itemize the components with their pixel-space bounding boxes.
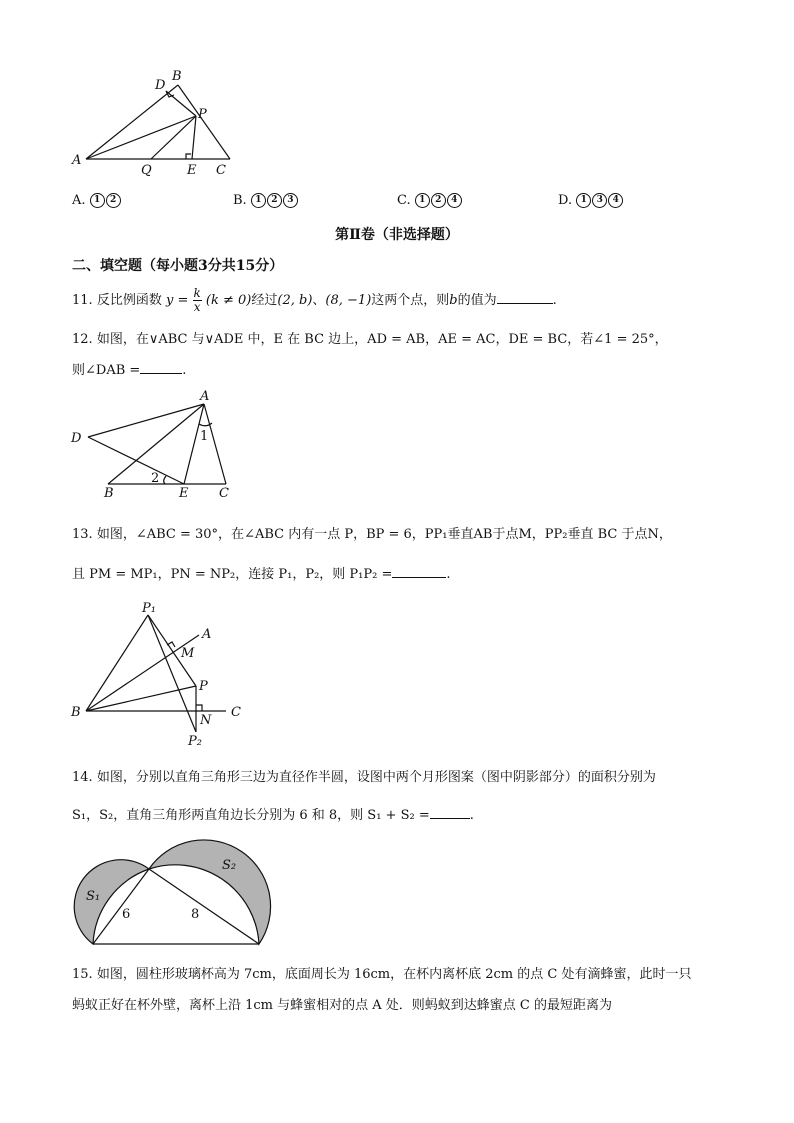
q11-condition: (k ≠ 0) — [205, 293, 252, 308]
q12-text-line2: 则∠DAB = — [72, 363, 141, 378]
q11-point2: (8, −1) — [325, 293, 372, 308]
label-a: A — [200, 389, 210, 404]
label-1: 1 — [200, 429, 209, 444]
label-6: 6 — [122, 907, 131, 922]
option-c-letter: C. — [397, 193, 411, 208]
section-heading: 二、填空题（每小题3分共15分） — [72, 258, 284, 274]
q11-end: . — [552, 293, 557, 308]
q13-end: . — [446, 567, 451, 582]
label-p1: P₁ — [142, 601, 156, 616]
option-d-letter: D. — [558, 193, 573, 208]
mark-1: 1 — [90, 193, 105, 208]
label-d: D — [155, 78, 166, 93]
q12-end: . — [182, 363, 187, 378]
q11-number: 11. — [72, 293, 93, 308]
volume-title: 第Ⅱ卷（非选择题） — [335, 227, 459, 243]
label-c: C — [216, 163, 226, 178]
mark-1: 1 — [415, 193, 430, 208]
q11-point1: (2, b) — [277, 293, 313, 308]
label-s2: S₂ — [222, 858, 237, 873]
label-s1: S₁ — [86, 889, 101, 904]
q11-var-b: b — [449, 293, 458, 308]
option-a-letter: A. — [72, 193, 86, 208]
label-e: E — [187, 163, 197, 178]
label-q: Q — [141, 163, 152, 178]
q13-number: 13. — [72, 527, 93, 542]
label-c: C — [219, 486, 229, 501]
q14-text-line2: S₁，S₂，直角三角形两直角边长分别为 6 和 8，则 S₁ + S₂ = — [72, 808, 430, 823]
label-a: A — [72, 153, 82, 168]
q14-end: . — [469, 808, 474, 823]
label-n: N — [200, 713, 212, 728]
q11-post2: 的值为 — [457, 293, 497, 308]
mark-4: 4 — [608, 193, 623, 208]
question-15-line2 — [72, 994, 612, 1013]
label-c: C — [231, 705, 241, 720]
label-b: B — [71, 705, 81, 720]
q15-number: 15. — [72, 967, 93, 982]
q13-text-line1: 如图，∠ABC = 30°，在∠ABC 内有一点 P，BP = 6，PP₁垂直AB于点M，PP₂垂直 BC 于点N， — [96, 527, 672, 542]
q11-pre: 反比例函数 — [96, 293, 162, 308]
label-p: P — [198, 107, 207, 122]
mark-3: 3 — [283, 193, 298, 208]
q15-text-line2: 蚂蚁正好在杯外壁，离杯上沿 1cm 与蜂蜜相对的点 A 处．则蚂蚁到达蜂蜜点 C 的最短距离为 — [72, 998, 613, 1013]
label-m: M — [181, 646, 195, 661]
mark-1: 1 — [251, 193, 266, 208]
mark-2: 2 — [431, 193, 446, 208]
label-b: B — [104, 486, 114, 501]
label-b: B — [172, 69, 182, 84]
question-15-line1 — [72, 963, 691, 982]
mark-2: 2 — [106, 193, 121, 208]
mark-4: 4 — [447, 193, 462, 208]
label-d: D — [71, 431, 82, 446]
q11-mid: 经过 — [251, 293, 278, 308]
q11-frac-den: x — [193, 300, 201, 314]
q15-text-line1: 如图，圆柱形玻璃杯高为 7cm，底面周长为 16cm，在杯内离杯底 2cm 的点 C 处有滴蜂蜜，此时一只 — [96, 967, 692, 982]
q12-number: 12. — [72, 332, 93, 347]
q11-y: y = — [165, 293, 189, 308]
option-b-letter: B. — [233, 193, 247, 208]
label-2: 2 — [151, 471, 160, 486]
lune-s2 — [149, 840, 271, 944]
lunes-shaded — [74, 840, 270, 944]
q14-number: 14. — [72, 770, 93, 785]
label-p2: P₂ — [188, 734, 202, 749]
q14-text-line1: 如图，分别以直角三角形三边为直径作半圆，设图中两个月形图案（图中阴影部分）的面积分别为 — [96, 770, 656, 785]
label-a: A — [202, 627, 212, 642]
label-8: 8 — [191, 907, 200, 922]
q13-text-line2: 且 PM = MP₁，PN = NP₂，连接 P₁，P₂，则 P₁P₂ = — [72, 567, 393, 582]
label-p: P — [199, 679, 208, 694]
q11-post1: 这两个点，则 — [371, 293, 450, 308]
q11-frac-num: k — [193, 286, 201, 300]
mark-1: 1 — [576, 193, 591, 208]
q11-sep: 、 — [312, 293, 326, 308]
mark-3: 3 — [592, 193, 607, 208]
q12-text-line1: 如图，在∨ABC 与∨ADE 中，E 在 BC 边上，AD = AB，AE = AC，DE = BC，若∠1 = 25°， — [96, 332, 668, 347]
mark-2: 2 — [267, 193, 282, 208]
label-e: E — [179, 486, 189, 501]
